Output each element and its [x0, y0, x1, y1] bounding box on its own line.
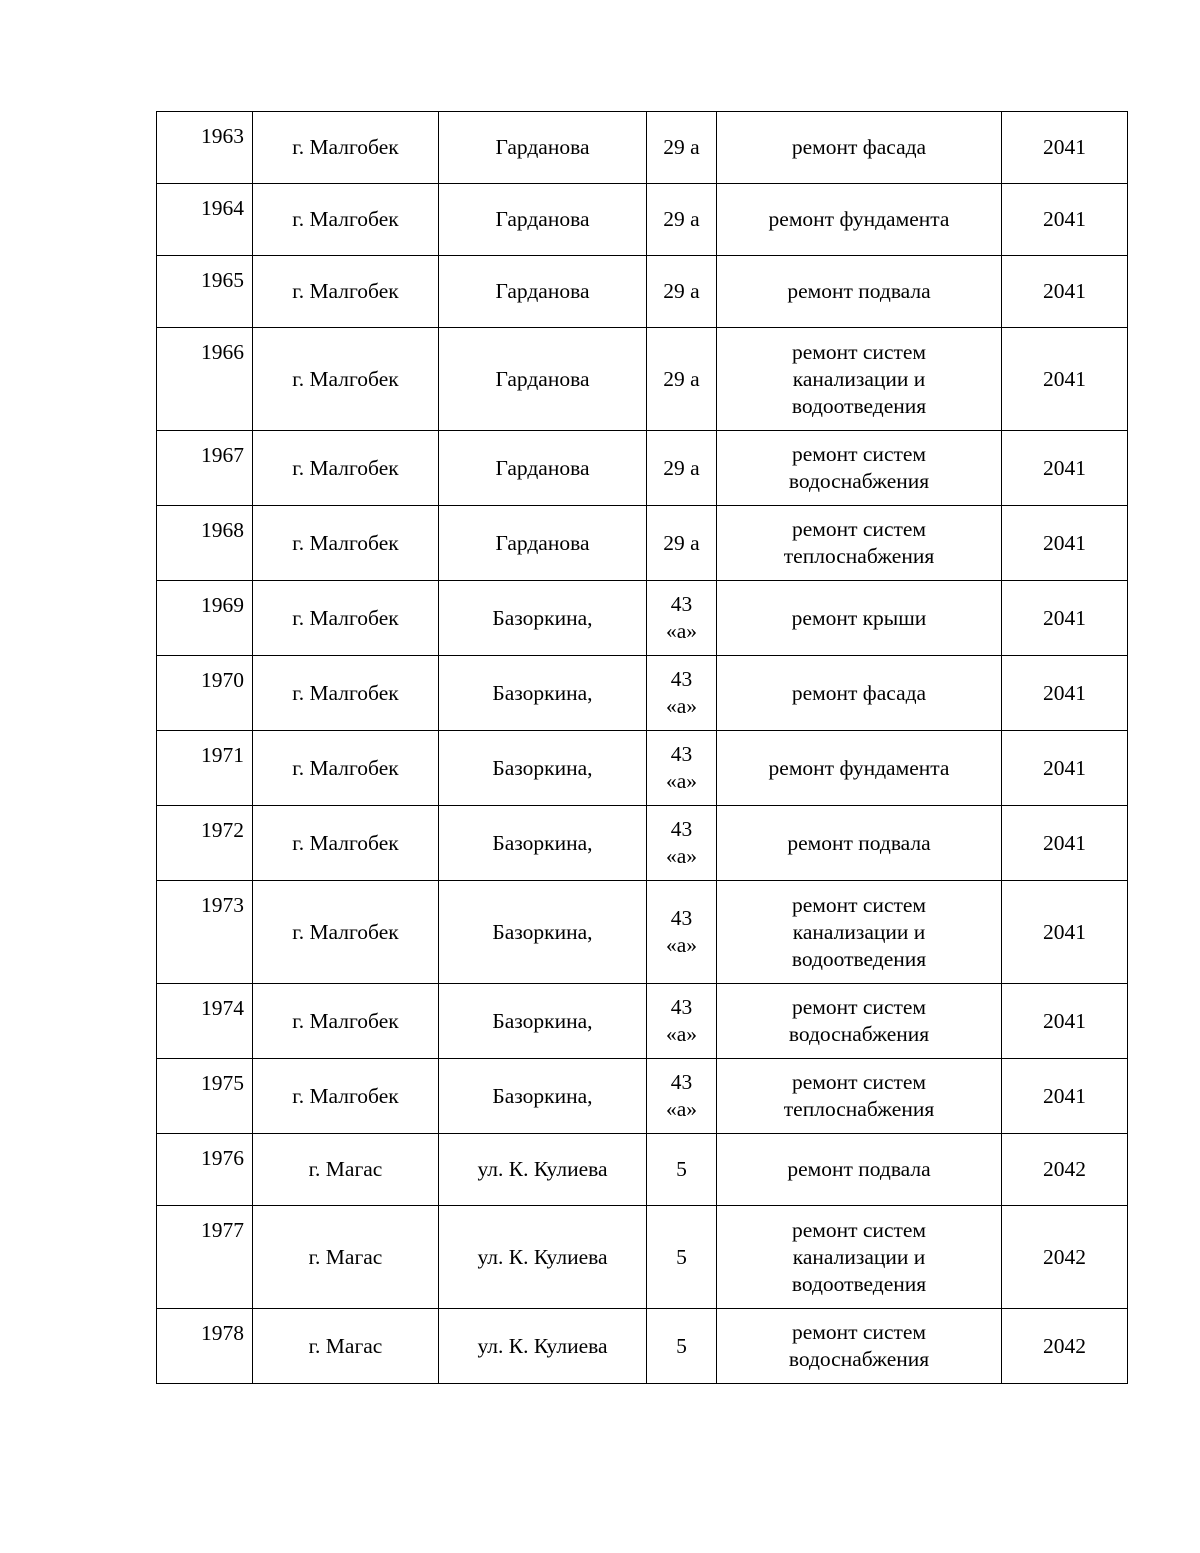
city-cell: г. Малгобек [253, 431, 439, 506]
house-number-cell-line: «а» [665, 694, 698, 718]
row-number-cell: 1968 [157, 506, 253, 581]
work-type-cell-line: ремонт фасада [791, 680, 927, 705]
work-type-cell [717, 1059, 1002, 1134]
house-number-cell [647, 431, 717, 506]
street-cell: Базоркина, [439, 984, 647, 1059]
work-type-cell-line: ремонт подвала [787, 279, 931, 303]
year-cell: 2041 [1002, 328, 1128, 431]
row-number-cell: 1972 [157, 806, 253, 881]
table-row [157, 1134, 1128, 1206]
repair-schedule-table [156, 111, 1128, 1384]
table-row [157, 881, 1128, 984]
year-cell: 2041 [1002, 806, 1128, 881]
work-type-cell-line: канализации и [792, 919, 926, 944]
house-number-cell [647, 806, 717, 881]
house-number-cell-line: 43 [670, 667, 693, 691]
city-cell: г. Магас [253, 1134, 439, 1206]
street-cell: ул. К. Кулиева [439, 1309, 647, 1384]
work-type-cell [717, 328, 1002, 431]
year-cell: 2041 [1002, 506, 1128, 581]
year-cell: 2041 [1002, 881, 1128, 984]
row-number-cell: 1969 [157, 581, 253, 656]
street-cell: Гарданова [439, 112, 647, 184]
work-type-cell-line: теплоснабжения [783, 1097, 935, 1121]
house-number-cell-line: 29 а [663, 135, 700, 159]
city-cell: г. Магас [253, 1206, 439, 1309]
house-number-cell-line: 29 а [663, 530, 700, 555]
work-type-cell-line: водоснабжения [788, 1347, 930, 1371]
table-row [157, 112, 1128, 184]
work-type-cell [717, 1309, 1002, 1384]
year-cell: 2041 [1002, 984, 1128, 1059]
street-cell: Гарданова [439, 328, 647, 431]
year-cell: 2041 [1002, 731, 1128, 806]
table-body [157, 112, 1128, 1384]
house-number-cell-line: 43 [670, 742, 693, 766]
work-type-cell-line: ремонт фасада [791, 135, 927, 159]
table-row [157, 184, 1128, 256]
table-row [157, 656, 1128, 731]
city-cell: г. Малгобек [253, 984, 439, 1059]
work-type-cell-line: ремонт фундамента [768, 207, 950, 231]
house-number-cell-line: 43 [670, 1070, 693, 1094]
street-cell: Базоркина, [439, 1059, 647, 1134]
work-type-cell [717, 656, 1002, 731]
street-cell: Гарданова [439, 184, 647, 256]
street-cell: ул. К. Кулиева [439, 1206, 647, 1309]
work-type-cell-line: ремонт систем [791, 1320, 927, 1344]
work-type-cell-line: канализации и [792, 1244, 926, 1269]
street-cell: Базоркина, [439, 656, 647, 731]
work-type-cell [717, 731, 1002, 806]
city-cell: г. Малгобек [253, 806, 439, 881]
table-row [157, 1309, 1128, 1384]
house-number-cell [647, 328, 717, 431]
house-number-cell [647, 184, 717, 256]
table-row [157, 256, 1128, 328]
work-type-cell-line: ремонт систем [791, 517, 927, 541]
house-number-cell [647, 1309, 717, 1384]
work-type-cell [717, 984, 1002, 1059]
house-number-cell [647, 1059, 717, 1134]
row-number-cell: 1973 [157, 881, 253, 984]
house-number-cell-line: 43 [670, 817, 693, 841]
city-cell: г. Малгобек [253, 656, 439, 731]
work-type-cell [717, 806, 1002, 881]
work-type-cell-line: ремонт систем [791, 1217, 927, 1242]
row-number-cell: 1977 [157, 1206, 253, 1309]
table-row [157, 731, 1128, 806]
work-type-cell-line: ремонт систем [791, 339, 927, 364]
street-cell: Базоркина, [439, 881, 647, 984]
city-cell: г. Малгобек [253, 881, 439, 984]
house-number-cell-line: 29 а [663, 207, 700, 231]
house-number-cell-line: «а» [665, 619, 698, 643]
work-type-cell-line: ремонт систем [791, 1070, 927, 1094]
house-number-cell-line: 5 [676, 1157, 687, 1181]
house-number-cell [647, 731, 717, 806]
table-row [157, 1206, 1128, 1309]
house-number-cell [647, 1134, 717, 1206]
table-row [157, 1059, 1128, 1134]
work-type-cell-line: ремонт подвала [787, 830, 931, 855]
house-number-cell [647, 1206, 717, 1309]
street-cell: ул. К. Кулиева [439, 1134, 647, 1206]
row-number-cell: 1976 [157, 1134, 253, 1206]
house-number-cell [647, 881, 717, 984]
work-type-cell-line: ремонт подвала [787, 1157, 931, 1181]
work-type-cell-line: ремонт крыши [791, 605, 927, 630]
row-number-cell: 1965 [157, 256, 253, 328]
year-cell: 2041 [1002, 256, 1128, 328]
street-cell: Базоркина, [439, 806, 647, 881]
city-cell: г. Магас [253, 1309, 439, 1384]
city-cell: г. Малгобек [253, 506, 439, 581]
work-type-cell-line: ремонт систем [791, 995, 927, 1019]
work-type-cell-line: водоотведения [791, 393, 927, 418]
house-number-cell-line: «а» [665, 1097, 698, 1121]
row-number-cell: 1974 [157, 984, 253, 1059]
row-number-cell: 1978 [157, 1309, 253, 1384]
work-type-cell-line: канализации и [792, 366, 926, 391]
table-row [157, 581, 1128, 656]
city-cell: г. Малгобек [253, 731, 439, 806]
table-row [157, 431, 1128, 506]
work-type-cell-line: ремонт фундамента [768, 755, 950, 780]
row-number-cell: 1970 [157, 656, 253, 731]
table-row [157, 328, 1128, 431]
street-cell: Базоркина, [439, 581, 647, 656]
house-number-cell-line: 29 а [663, 279, 700, 303]
table-row [157, 984, 1128, 1059]
work-type-cell [717, 431, 1002, 506]
house-number-cell-line: 43 [670, 995, 693, 1019]
row-number-cell: 1971 [157, 731, 253, 806]
street-cell: Гарданова [439, 256, 647, 328]
work-type-cell [717, 256, 1002, 328]
city-cell: г. Малгобек [253, 112, 439, 184]
work-type-cell [717, 184, 1002, 256]
house-number-cell-line: «а» [665, 933, 698, 957]
house-number-cell-line: 43 [670, 906, 693, 930]
row-number-cell: 1967 [157, 431, 253, 506]
house-number-cell [647, 256, 717, 328]
work-type-cell [717, 881, 1002, 984]
house-number-cell-line: «а» [665, 769, 698, 793]
house-number-cell [647, 656, 717, 731]
row-number-cell: 1975 [157, 1059, 253, 1134]
work-type-cell-line: теплоснабжения [783, 544, 935, 568]
work-type-cell [717, 581, 1002, 656]
work-type-cell-line: водоснабжения [788, 469, 930, 493]
house-number-cell-line: «а» [665, 844, 698, 868]
house-number-cell [647, 984, 717, 1059]
work-type-cell [717, 112, 1002, 184]
house-number-cell-line: 5 [676, 1244, 687, 1269]
row-number-cell: 1964 [157, 184, 253, 256]
table-row [157, 506, 1128, 581]
year-cell: 2041 [1002, 112, 1128, 184]
work-type-cell-line: ремонт систем [791, 892, 927, 917]
city-cell: г. Малгобек [253, 1059, 439, 1134]
year-cell: 2041 [1002, 656, 1128, 731]
city-cell: г. Малгобек [253, 184, 439, 256]
year-cell: 2041 [1002, 1059, 1128, 1134]
city-cell: г. Малгобек [253, 256, 439, 328]
year-cell: 2041 [1002, 431, 1128, 506]
street-cell: Гарданова [439, 431, 647, 506]
table-row [157, 806, 1128, 881]
year-cell: 2041 [1002, 581, 1128, 656]
city-cell: г. Малгобек [253, 328, 439, 431]
year-cell: 2042 [1002, 1206, 1128, 1309]
work-type-cell-line: водоснабжения [788, 1022, 930, 1046]
work-type-cell [717, 506, 1002, 581]
house-number-cell-line: 29 а [663, 366, 700, 391]
row-number-cell: 1966 [157, 328, 253, 431]
street-cell: Гарданова [439, 506, 647, 581]
house-number-cell-line: 5 [676, 1333, 687, 1358]
house-number-cell-line: 43 [670, 592, 693, 616]
work-type-cell-line: ремонт систем [791, 442, 927, 466]
street-cell: Базоркина, [439, 731, 647, 806]
house-number-cell [647, 112, 717, 184]
work-type-cell [717, 1206, 1002, 1309]
work-type-cell [717, 1134, 1002, 1206]
house-number-cell [647, 506, 717, 581]
work-type-cell-line: водоотведения [791, 1271, 927, 1296]
year-cell: 2042 [1002, 1134, 1128, 1206]
city-cell: г. Малгобек [253, 581, 439, 656]
year-cell: 2041 [1002, 184, 1128, 256]
house-number-cell-line: 29 а [663, 455, 700, 480]
year-cell: 2042 [1002, 1309, 1128, 1384]
house-number-cell-line: «а» [665, 1022, 698, 1046]
work-type-cell-line: водоотведения [791, 946, 927, 971]
row-number-cell: 1963 [157, 112, 253, 184]
house-number-cell [647, 581, 717, 656]
